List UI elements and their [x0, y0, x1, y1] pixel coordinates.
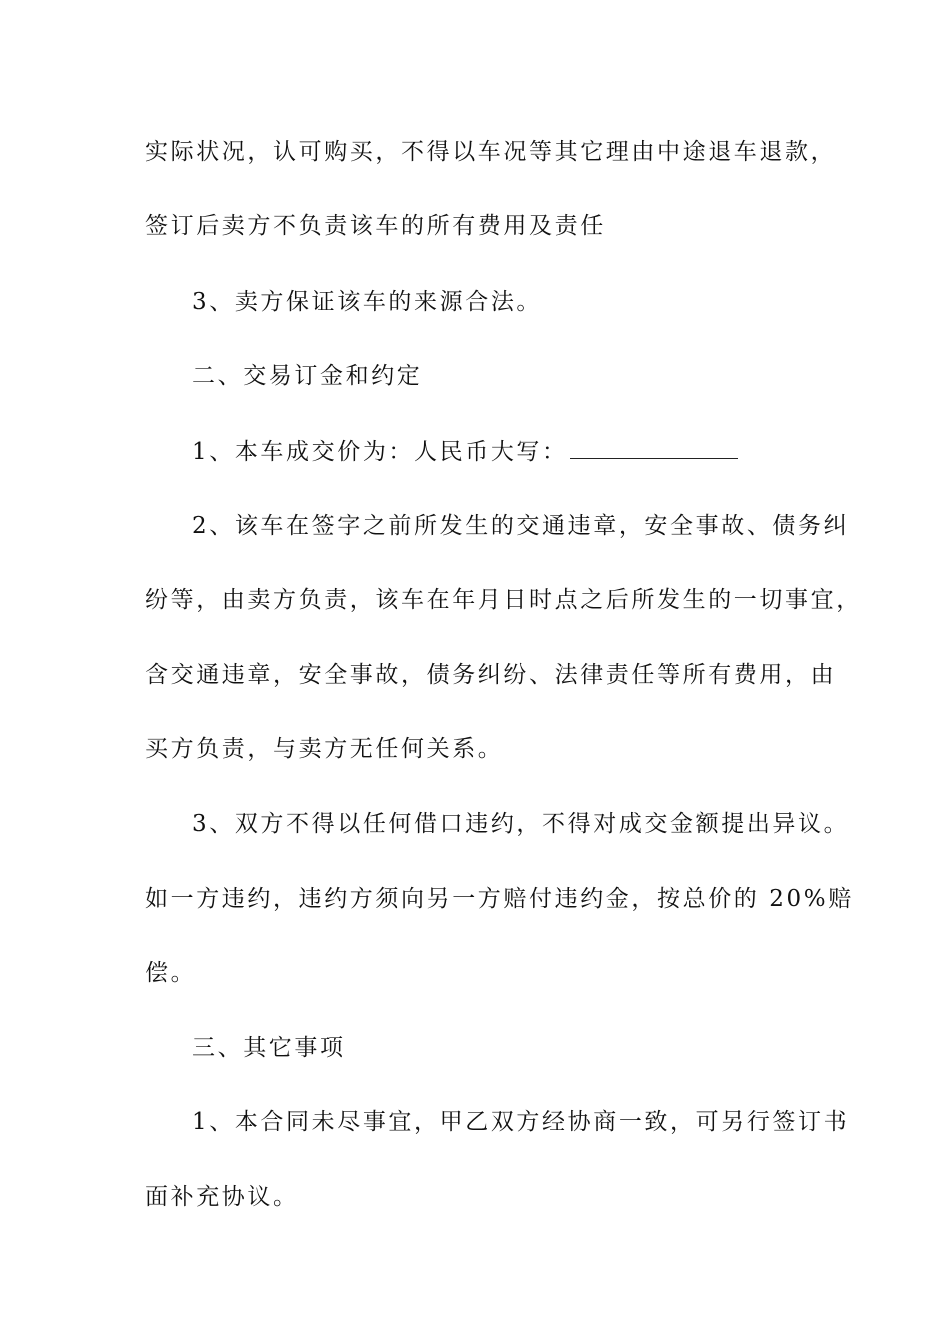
section-heading: 三、其它事项 [192, 1035, 346, 1061]
price-label: 1、本车成交价为：人民币大写： [192, 439, 568, 465]
clause-line: 1、本合同未尽事宜，甲乙双方经协商一致，可另行签订书 [192, 1109, 850, 1135]
text-line: 如一方违约，违约方须向另一方赔付违约金，按总价的 20%赔 [145, 886, 854, 912]
text-line: 纷等，由卖方负责，该车在年月日时点之后所发生的一切事宜， [145, 587, 862, 613]
text-line: 实际状况，认可购买，不得以车况等其它理由中途退车退款， [145, 139, 837, 165]
clause-line: 2、该车在签字之前所发生的交通违章，安全事故、债务纠 [192, 513, 850, 539]
text-line: 买方负责，与卖方无任何关系。 [145, 736, 504, 762]
section-heading: 二、交易订金和约定 [192, 363, 423, 389]
text-line: 偿。 [145, 960, 197, 986]
clause-line: 3、卖方保证该车的来源合法。 [192, 289, 543, 315]
text-line: 面补充协议。 [145, 1184, 299, 1210]
text-line: 签订后卖方不负责该车的所有费用及责任 [145, 213, 606, 239]
price-line [192, 436, 872, 467]
clause-line: 3、双方不得以任何借口违约，不得对成交金额提出异议。 [192, 811, 850, 837]
price-blank [570, 436, 738, 459]
text-line: 含交通违章，安全事故，债务纠纷、法律责任等所有费用，由 [145, 662, 837, 688]
